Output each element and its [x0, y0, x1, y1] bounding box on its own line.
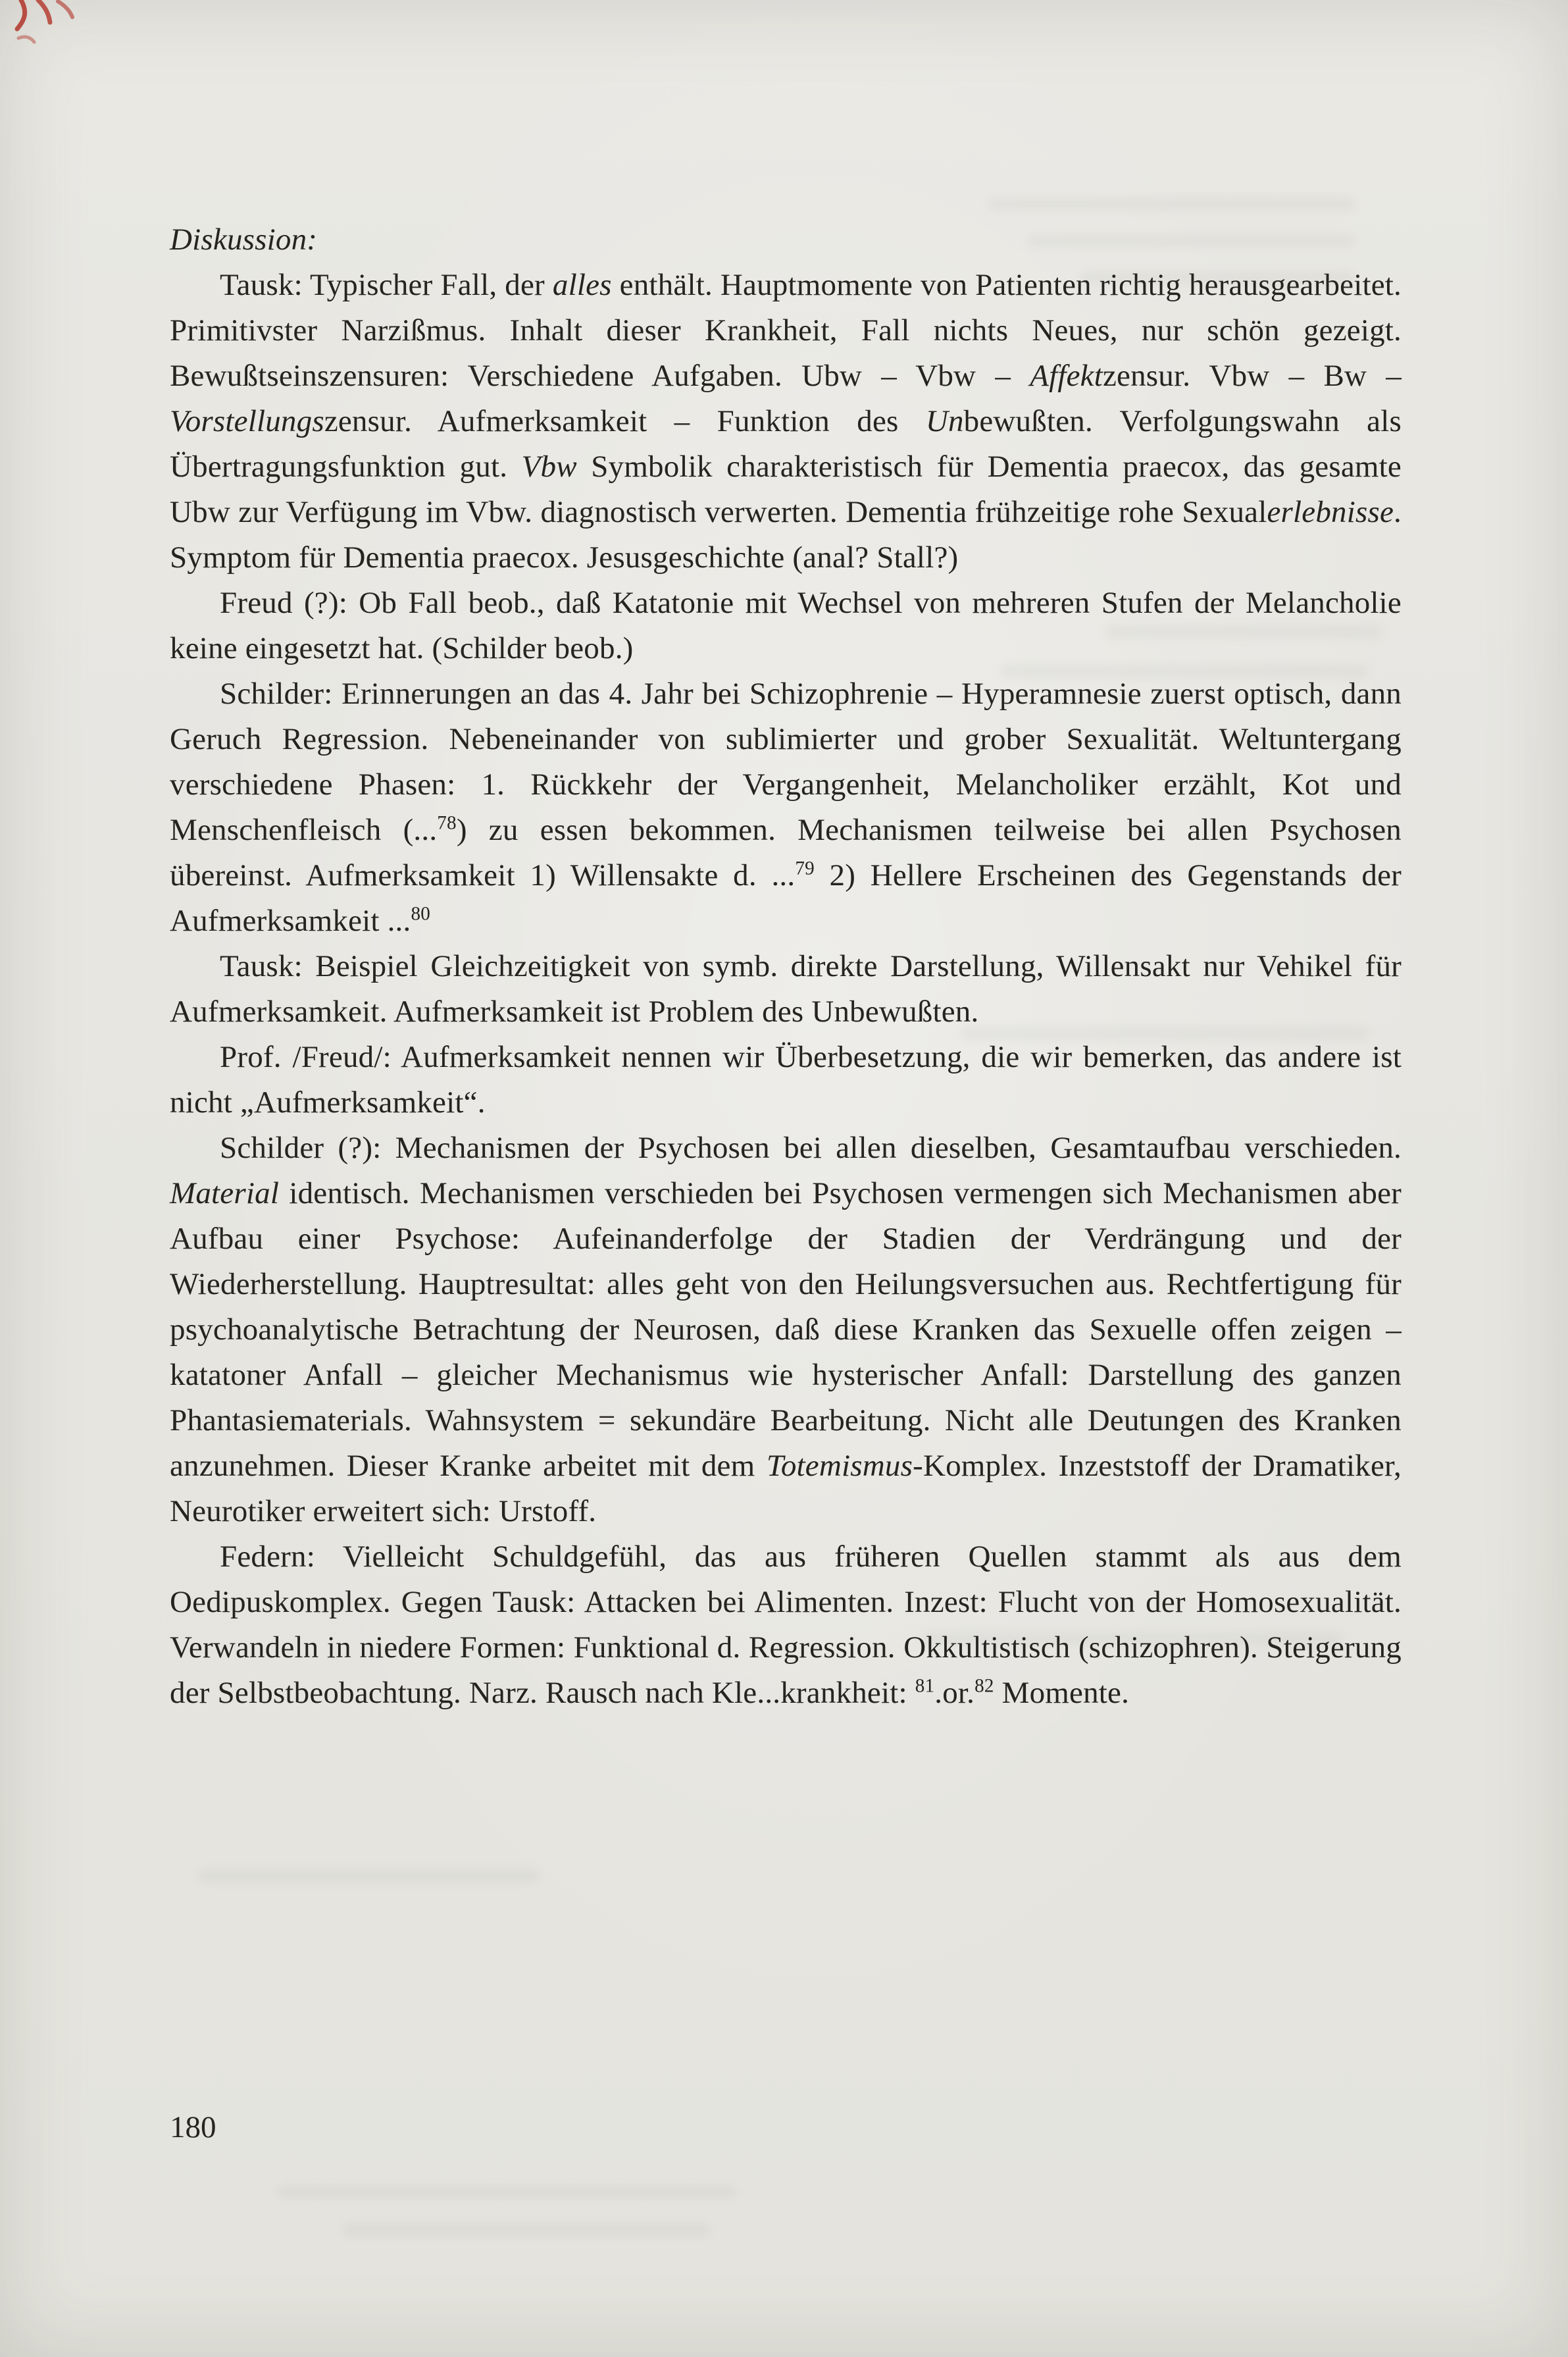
text-block	[170, 217, 1402, 1716]
paragraph	[170, 1534, 1402, 1716]
text-run: Material	[170, 1176, 280, 1210]
show-through-mark	[342, 2223, 711, 2237]
text-run: Federn: Vielleicht Schuldgefühl, das aus früheren Quellen stammt als aus dem Oedipuskomplex. Gegen Tausk: Attacken bei Alimenten. Inzest: Flucht von der Homosexualität. Verwandeln in niedere Formen: Funktional d. Regression. Okkultistisch (schizophren). Steigerung der Selbstbeobachtung. Narz. Rausch nach Kle...krankheit:	[170, 1540, 1402, 1710]
text-run: Tausk: Beispiel Gleichzeitigkeit von symb. direkte Darstellung, Willensakt nur Vehikel für Aufmerksamkeit. Aufmerksamkeit ist Problem des Unbewußten.	[170, 949, 1402, 1029]
footnote-reference: 79	[795, 858, 815, 879]
paragraph-container	[170, 263, 1402, 1716]
footnote-reference: 78	[437, 812, 457, 834]
text-run: Prof. /Freud/: Aufmerksamkeit nennen wir Überbesetzung, die wir bemerken, das andere ist nicht „Aufmerksamkeit“.	[170, 1040, 1402, 1120]
paragraph	[170, 1126, 1402, 1534]
text-run: alles	[552, 268, 612, 302]
text-run: ) zu essen bekommen. Mechanismen teilweise bei allen Psychosen übereinst. Aufmerksamkeit 1) Willensakte d. ...	[170, 813, 1402, 893]
paragraph	[170, 263, 1402, 581]
show-through-mark	[197, 1869, 540, 1882]
text-run: identisch. Mechanismen verschieden bei Psychosen vermengen sich Mechanismen aber Aufbau einer Psychose: Aufeinanderfolge der Stadien der Verdrängung und der Wiederherstellung. Hauptresultat: alles geht von den Heilungsversuchen aus. Rechtfertigung für psychoanalytische Betrachtung der Neurosen, daß diese Kranken das Sexuelle offen zeigen – katatoner Anfall – gleicher Mechanismus wie hysterischer Anfall: Darstellung des ganzen Phantasiematerials. Wahnsystem = sekundäre Bearbeitung. Nicht alle Deutungen des Kranken anzunehmen. Dieser Kranke arbeitet mit dem	[170, 1176, 1402, 1483]
paragraph	[170, 1035, 1402, 1126]
text-run: zensur. Vbw – Bw –	[1102, 359, 1402, 393]
text-run: Symbolik charakteristisch für Dementia praecox, das gesamte Ubw zur Verfügung im Vbw. diagnostisch verwerten. Dementia frühzeitige rohe Sexual	[170, 450, 1402, 529]
text-run: Tausk: Typischer Fall, der	[220, 268, 553, 302]
paragraph	[170, 944, 1402, 1035]
footnote-reference: 82	[974, 1675, 994, 1697]
text-run: -Komplex. Inzeststoff der Dramatiker, Neurotiker erweitert sich: Urstoff.	[170, 1449, 1402, 1528]
text-run: Schilder (?): Mechanismen der Psychosen bei allen dieselben, Gesamtaufbau verschieden.	[220, 1131, 1402, 1165]
text-run: Momente.	[994, 1676, 1130, 1710]
section-heading: Diskussion:	[170, 222, 318, 257]
text-run: Schilder: Erinnerungen an das 4. Jahr bei Schizophrenie – Hyperamnesie zuerst optisch, dann Geruch Regression. Nebeneinander von sublimierter und grober Sexualität. Weltuntergang verschiedene Phasen: 1. Rückkehr der Vergangenheit, Melancholiker erzählt, Kot und Menschenfleisch (...	[170, 677, 1402, 847]
text-run: 2) Hellere Erscheinen des Gegenstands der Aufmerksamkeit ...	[170, 858, 1402, 938]
text-run: Vbw	[521, 450, 577, 484]
footnote-reference: 81	[915, 1675, 935, 1697]
paragraph	[170, 671, 1402, 944]
text-run: Affekt	[1030, 359, 1103, 393]
text-run: bewußten. Verfolgungswahn als Übertragungsfunktion gut.	[170, 404, 1402, 484]
footnote-reference: 80	[411, 903, 430, 925]
show-through-mark	[276, 2185, 737, 2198]
text-run: Totemismus	[766, 1449, 913, 1483]
text-run: Freud (?): Ob Fall beob., daß Katatonie mit Wechsel von mehreren Stufen der Melancholie keine eingesetzt hat. (Schilder beob.)	[170, 586, 1402, 665]
text-run: . Symptom für Dementia praecox. Jesusgeschichte (anal? Stall?)	[170, 495, 1402, 575]
text-run: .or.	[934, 1676, 975, 1710]
text-run: enthält. Hauptmomente von Patienten richtig herausgearbeitet. Primitivster Narzißmus. Inhalt dieser Krankheit, Fall nichts Neues, nur schön gezeigt. Bewußtseinszensuren: Verschiedene Aufgaben. Ubw – Vbw –	[170, 268, 1402, 393]
text-run: Un	[925, 404, 964, 438]
text-run: erlebnisse	[1267, 495, 1394, 529]
page-number: 180	[170, 2110, 216, 2144]
text-run: Vorstellungs	[170, 404, 324, 438]
text-run: zensur. Aufmerksamkeit – Funktion des	[324, 404, 926, 438]
paragraph	[170, 581, 1402, 671]
show-through-mark	[987, 197, 1355, 211]
red-ink-marks-icon	[12, 0, 104, 86]
